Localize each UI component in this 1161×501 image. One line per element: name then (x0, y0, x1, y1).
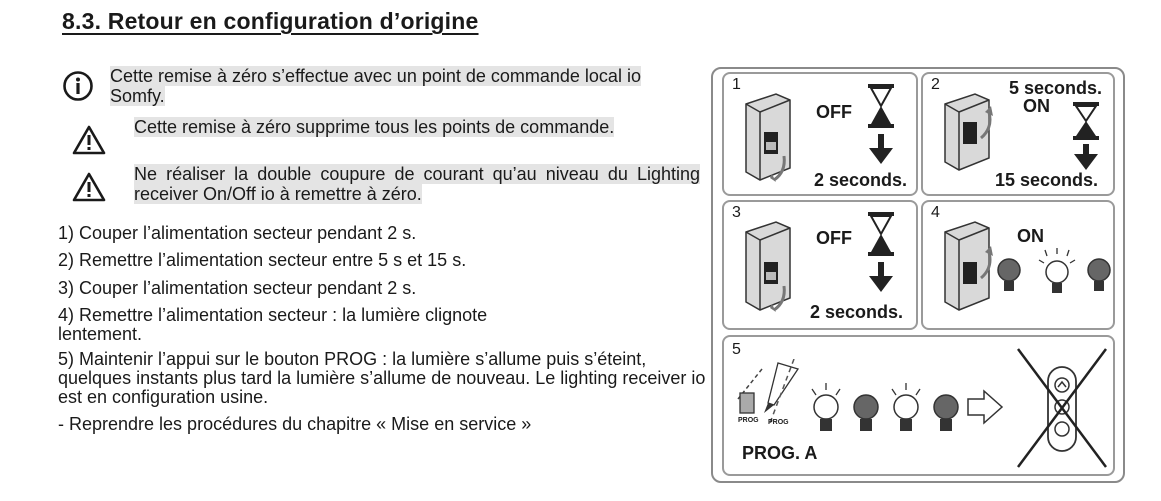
duration-top-label: 5 seconds. (1009, 78, 1103, 98)
panel-4 (921, 200, 1115, 330)
panel-2 (921, 72, 1115, 196)
state-label: OFF (816, 228, 852, 248)
step-4: 4) Remettre l’alimentation secteur : la lumière clignote lentement. (58, 305, 488, 344)
section-title: 8.3. Retour en configuration d’origine (62, 8, 479, 34)
panel-5 (722, 335, 1115, 476)
warning1-text: Cette remise à zéro supprime tous les points de commande. (134, 117, 615, 137)
prog-small-label: PROG (768, 419, 789, 426)
panel-3 (722, 200, 918, 330)
step-5: 5) Maintenir l’appui sur le bouton PROG : la lumière s’allume puis s’éteint, quelques instants plus tard la lumière s’allume de nouveau. Le lighting receiver io est en configuration usine. (58, 349, 706, 407)
breaker-icon (736, 220, 806, 320)
state-label: ON (1017, 226, 1044, 246)
blinking-bulbs-icon (993, 246, 1113, 306)
panel-number: 5 (732, 341, 741, 358)
duration-label: 15 seconds. (995, 170, 1099, 190)
info-icon (62, 70, 94, 102)
duration-label: 2 seconds. (810, 302, 904, 322)
warning-icon (72, 125, 106, 155)
warning-icon (72, 172, 106, 202)
panel-number: 3 (732, 204, 741, 221)
hourglass-arrow-icon (864, 210, 898, 298)
breaker-icon (935, 92, 1005, 172)
hourglass-arrow-icon (864, 82, 898, 170)
panel-number: 1 (732, 76, 741, 93)
hourglass-arrow-icon (1069, 100, 1103, 174)
step-3: 3) Couper l’alimentation secteur pendant 2 s. (58, 278, 417, 298)
step-1: 1) Couper l’alimentation secteur pendant 2 s. (58, 223, 417, 243)
breaker-icon (736, 92, 806, 188)
panel-number: 2 (931, 76, 940, 93)
panel-1 (722, 72, 918, 196)
panel-number: 4 (931, 204, 940, 221)
prog-small-label: PROG (738, 417, 759, 424)
crossed-remote-icon (1014, 345, 1110, 471)
state-label: OFF (816, 102, 852, 122)
duration-label: 2 seconds. (814, 170, 908, 190)
warning2-text: Ne réaliser la double coupure de courant qu’au niveau du Lighting receiver On/Off io à remettre à zéro. (134, 164, 700, 204)
bulb-sequence-icon (808, 381, 1008, 441)
step-6: - Reprendre les procédures du chapitre « Mise en service » (58, 414, 532, 434)
info-text: Cette remise à zéro s’effectue avec un point de commande local io Somfy. (110, 66, 641, 106)
prog-label: PROG. A (742, 443, 818, 463)
step-2: 2) Remettre l’alimentation secteur entre 5 s et 15 s. (58, 250, 467, 270)
state-label: ON (1023, 96, 1050, 116)
